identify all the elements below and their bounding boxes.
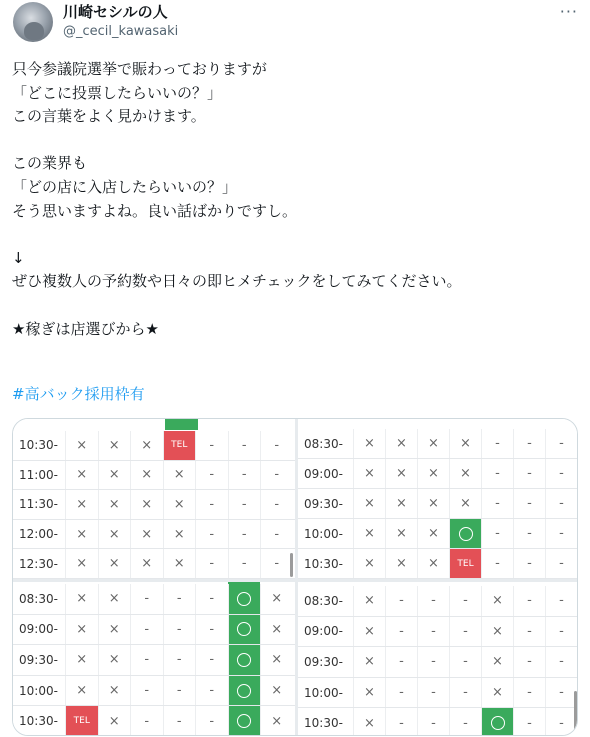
booked-status-cell: × <box>260 615 293 645</box>
circle-icon <box>237 653 251 667</box>
booked-status-cell: × <box>260 706 293 736</box>
table-row <box>13 676 295 707</box>
booked-status-cell: × <box>353 549 385 578</box>
booked-status-cell: × <box>130 461 163 490</box>
unavailable-status-cell: - <box>545 489 577 518</box>
image-divider-horizontal <box>13 579 577 582</box>
booked-status-cell: × <box>353 429 385 458</box>
booked-status-cell: × <box>98 549 131 578</box>
unavailable-status-cell: - <box>545 549 577 578</box>
time-slot-label: 12:00- <box>19 527 58 542</box>
table-row <box>298 586 578 617</box>
unavailable-status-cell: - <box>385 708 417 736</box>
unavailable-status-cell: - <box>449 586 481 616</box>
unavailable-status-cell: - <box>545 617 577 647</box>
booked-status-cell: × <box>385 519 417 548</box>
booked-status-cell: × <box>481 647 513 677</box>
unavailable-status-cell: - <box>417 678 449 708</box>
table-row <box>298 519 578 549</box>
unavailable-status-cell: - <box>545 429 577 458</box>
booked-status-cell: × <box>353 489 385 518</box>
unavailable-status-cell: - <box>513 708 545 736</box>
unavailable-status-cell: - <box>228 490 261 519</box>
unavailable-status-cell: - <box>163 615 196 645</box>
booked-status-cell: × <box>65 431 98 460</box>
booked-status-cell: × <box>353 708 385 736</box>
unavailable-status-cell: - <box>195 615 228 645</box>
unavailable-status-cell: - <box>228 520 261 549</box>
tweet-text-line: 只今参議院選挙で賑わっておりますが <box>12 60 267 78</box>
booked-status-cell: × <box>417 519 449 548</box>
booked-status-cell: × <box>417 489 449 518</box>
avatar[interactable] <box>13 2 53 42</box>
booked-status-cell: × <box>353 678 385 708</box>
table-row <box>13 706 295 736</box>
author-display-name[interactable]: 川崎セシルの人 <box>63 3 168 21</box>
unavailable-status-cell: - <box>481 429 513 458</box>
unavailable-status-cell: - <box>545 708 577 736</box>
available-status-cell <box>449 519 481 548</box>
time-slot-label: 11:30- <box>19 497 58 512</box>
unavailable-status-cell: - <box>260 520 293 549</box>
table-row <box>13 431 295 461</box>
tweet-blank-line <box>12 294 572 318</box>
schedule-panel-bottom-left <box>13 582 295 736</box>
booked-status-cell: × <box>163 490 196 519</box>
time-slot-label: 09:00- <box>19 622 58 637</box>
booked-status-cell: × <box>65 520 98 549</box>
circle-icon <box>237 592 251 606</box>
unavailable-status-cell: - <box>545 519 577 548</box>
unavailable-status-cell: - <box>195 549 228 578</box>
time-slot-label: 11:00- <box>19 467 58 482</box>
booked-status-cell: × <box>417 549 449 578</box>
unavailable-status-cell: - <box>513 586 545 616</box>
booked-status-cell: × <box>385 429 417 458</box>
booked-status-cell: × <box>481 678 513 708</box>
unavailable-status-cell: - <box>228 549 261 578</box>
tweet-text-line: ★稼ぎは店選びから★ <box>12 319 159 338</box>
tweet-blank-line <box>12 129 572 153</box>
booked-status-cell: × <box>65 645 98 675</box>
tweet-text-line: ぜひ複数人の予約数や日々の即ヒメチェックをしてみてください。 <box>12 272 462 291</box>
unavailable-status-cell: - <box>513 519 545 548</box>
table-row <box>298 489 578 519</box>
unavailable-status-cell: - <box>130 584 163 614</box>
booked-status-cell: × <box>65 584 98 614</box>
tel-status-cell: TEL <box>65 706 98 736</box>
tel-status-cell: TEL <box>449 549 481 578</box>
unavailable-status-cell: - <box>130 645 163 675</box>
booked-status-cell: × <box>260 584 293 614</box>
booked-status-cell: × <box>65 676 98 706</box>
booked-status-cell: × <box>130 431 163 460</box>
unavailable-status-cell: - <box>513 489 545 518</box>
booked-status-cell: × <box>353 459 385 488</box>
table-row <box>298 678 578 709</box>
booked-status-cell: × <box>98 676 131 706</box>
attached-image[interactable] <box>12 418 578 736</box>
table-row <box>13 461 295 491</box>
available-status-cell <box>481 708 513 736</box>
schedule-panel-top-right <box>298 419 578 579</box>
booked-status-cell: × <box>98 645 131 675</box>
booked-status-cell: × <box>417 429 449 458</box>
unavailable-status-cell: - <box>513 617 545 647</box>
unavailable-status-cell: - <box>449 678 481 708</box>
unavailable-status-cell: - <box>481 459 513 488</box>
unavailable-status-cell: - <box>417 647 449 677</box>
unavailable-status-cell: - <box>130 706 163 736</box>
table-row <box>13 490 295 520</box>
time-slot-label: 08:30- <box>304 436 343 451</box>
time-slot-label: 09:30- <box>304 496 343 511</box>
schedule-panel-top-left <box>13 419 295 579</box>
unavailable-status-cell: - <box>130 615 163 645</box>
table-row <box>298 708 578 736</box>
image-divider-vertical <box>295 419 298 735</box>
table-row <box>298 459 578 489</box>
author-handle[interactable]: @_cecil_kawasaki <box>63 24 179 39</box>
unavailable-status-cell: - <box>195 461 228 490</box>
unavailable-status-cell: - <box>417 586 449 616</box>
booked-status-cell: × <box>163 520 196 549</box>
table-row <box>298 617 578 648</box>
table-row <box>13 520 295 550</box>
booked-status-cell: × <box>163 549 196 578</box>
unavailable-status-cell: - <box>195 490 228 519</box>
unavailable-status-cell: - <box>545 678 577 708</box>
unavailable-status-cell: - <box>195 431 228 460</box>
booked-status-cell: × <box>481 586 513 616</box>
booked-status-cell: × <box>98 461 131 490</box>
circle-icon <box>237 714 251 728</box>
unavailable-status-cell: - <box>449 647 481 677</box>
booked-status-cell: × <box>130 549 163 578</box>
unavailable-status-cell: - <box>195 520 228 549</box>
table-row <box>13 645 295 676</box>
time-slot-label: 09:30- <box>304 654 343 669</box>
booked-status-cell: × <box>65 490 98 519</box>
table-row <box>13 549 295 579</box>
tweet-text <box>12 58 572 341</box>
unavailable-status-cell: - <box>513 678 545 708</box>
available-status-cell <box>228 645 261 675</box>
booked-status-cell: × <box>98 615 131 645</box>
partial-status-cell <box>228 582 261 584</box>
time-slot-label: 10:30- <box>19 438 58 453</box>
time-slot-label: 08:30- <box>304 593 343 608</box>
booked-status-cell: × <box>449 489 481 518</box>
time-slot-label: 08:30- <box>19 591 58 606</box>
booked-status-cell: × <box>98 490 131 519</box>
booked-status-cell: × <box>260 645 293 675</box>
booked-status-cell: × <box>65 549 98 578</box>
unavailable-status-cell: - <box>449 617 481 647</box>
booked-status-cell: × <box>481 617 513 647</box>
booked-status-cell: × <box>385 549 417 578</box>
unavailable-status-cell: - <box>260 549 293 578</box>
available-status-cell <box>228 584 261 614</box>
booked-status-cell: × <box>449 429 481 458</box>
circle-icon <box>491 716 505 730</box>
unavailable-status-cell: - <box>260 461 293 490</box>
table-row <box>298 429 578 459</box>
booked-status-cell: × <box>417 459 449 488</box>
booked-status-cell: × <box>353 617 385 647</box>
unavailable-status-cell: - <box>163 584 196 614</box>
time-slot-label: 10:30- <box>304 716 343 731</box>
booked-status-cell: × <box>353 586 385 616</box>
unavailable-status-cell: - <box>513 549 545 578</box>
partial-status-cell <box>165 419 198 430</box>
unavailable-status-cell: - <box>513 647 545 677</box>
time-slot-label: 09:00- <box>304 466 343 481</box>
unavailable-status-cell: - <box>260 431 293 460</box>
unavailable-status-cell: - <box>449 708 481 736</box>
unavailable-status-cell: - <box>385 617 417 647</box>
unavailable-status-cell: - <box>417 617 449 647</box>
time-slot-label: 09:00- <box>304 624 343 639</box>
tweet-header <box>12 2 582 46</box>
table-row <box>298 549 578 579</box>
circle-icon <box>459 527 473 541</box>
unavailable-status-cell: - <box>130 676 163 706</box>
booked-status-cell: × <box>130 490 163 519</box>
booked-status-cell: × <box>65 461 98 490</box>
booked-status-cell: × <box>353 647 385 677</box>
table-row <box>13 615 295 646</box>
available-status-cell <box>228 615 261 645</box>
unavailable-status-cell: - <box>163 645 196 675</box>
unavailable-status-cell: - <box>385 586 417 616</box>
unavailable-status-cell: - <box>513 429 545 458</box>
time-slot-label: 10:30- <box>19 714 58 729</box>
booked-status-cell: × <box>385 489 417 518</box>
tweet-text-line: 「どこに投票したらいいの？」 <box>12 83 223 102</box>
unavailable-status-cell: - <box>195 584 228 614</box>
tweet-text-line: 「どの店に入店したらいいの？」 <box>12 177 238 196</box>
unavailable-status-cell: - <box>545 459 577 488</box>
booked-status-cell: × <box>130 520 163 549</box>
table-row <box>13 584 295 615</box>
unavailable-status-cell: - <box>385 647 417 677</box>
circle-icon <box>237 622 251 636</box>
circle-icon <box>237 684 251 698</box>
booked-status-cell: × <box>353 519 385 548</box>
unavailable-status-cell: - <box>163 706 196 736</box>
booked-status-cell: × <box>385 459 417 488</box>
booked-status-cell: × <box>98 431 131 460</box>
time-slot-label: 10:00- <box>304 526 343 541</box>
unavailable-status-cell: - <box>260 490 293 519</box>
time-slot-label: 10:00- <box>304 685 343 700</box>
hashtag-link[interactable]: #高バック採用枠有 <box>12 385 145 403</box>
booked-status-cell: × <box>65 615 98 645</box>
booked-status-cell: × <box>260 676 293 706</box>
time-slot-label: 12:30- <box>19 556 58 571</box>
tweet-text-line: この言葉をよく見かけます。 <box>12 107 206 126</box>
unavailable-status-cell: - <box>481 549 513 578</box>
unavailable-status-cell: - <box>545 586 577 616</box>
unavailable-status-cell: - <box>481 519 513 548</box>
table-row <box>298 647 578 678</box>
unavailable-status-cell: - <box>545 647 577 677</box>
more-dots-icon[interactable]: ··· <box>559 2 578 21</box>
booked-status-cell: × <box>98 706 131 736</box>
time-slot-label: 09:30- <box>19 652 58 667</box>
unavailable-status-cell: - <box>385 678 417 708</box>
available-status-cell <box>228 706 261 736</box>
unavailable-status-cell: - <box>228 431 261 460</box>
tweet-blank-line <box>12 223 572 247</box>
unavailable-status-cell: - <box>481 489 513 518</box>
scrollbar[interactable] <box>290 553 293 577</box>
unavailable-status-cell: - <box>195 706 228 736</box>
tweet-text-line: そう思いますよね。良い話ばかりですし。 <box>12 201 298 220</box>
unavailable-status-cell: - <box>417 708 449 736</box>
booked-status-cell: × <box>449 459 481 488</box>
unavailable-status-cell: - <box>195 645 228 675</box>
unavailable-status-cell: - <box>228 461 261 490</box>
scrollbar[interactable] <box>574 691 577 731</box>
unavailable-status-cell: - <box>163 676 196 706</box>
tweet-text-line: この業界も <box>12 154 88 173</box>
booked-status-cell: × <box>98 520 131 549</box>
time-slot-label: 10:00- <box>19 683 58 698</box>
tweet-text-line: ↓ <box>12 248 25 267</box>
time-slot-label: 10:30- <box>304 556 343 571</box>
booked-status-cell: × <box>163 461 196 490</box>
schedule-panel-bottom-right <box>298 582 578 736</box>
tel-status-cell: TEL <box>163 431 196 460</box>
unavailable-status-cell: - <box>195 676 228 706</box>
unavailable-status-cell: - <box>513 459 545 488</box>
available-status-cell <box>228 676 261 706</box>
booked-status-cell: × <box>98 584 131 614</box>
